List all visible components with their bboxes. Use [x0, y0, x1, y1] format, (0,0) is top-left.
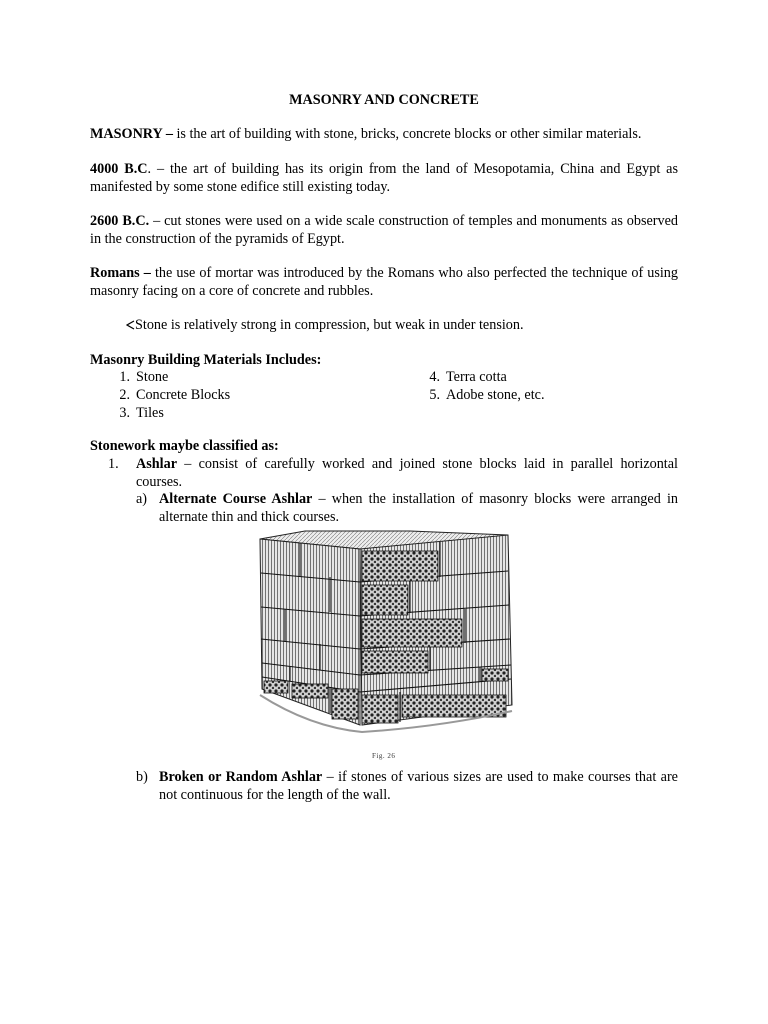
alternate-letter: a): [136, 491, 148, 507]
list-item: 5. Adobe stone, etc.: [429, 387, 545, 403]
list-item: 3. Tiles: [119, 405, 164, 421]
list-item: 1. Stone: [119, 369, 169, 385]
ashlar-term: Ashlar: [136, 456, 177, 472]
masonry-paragraph: [90, 125, 678, 143]
ashlar-item: [136, 455, 678, 491]
materials-list-left: [108, 368, 230, 422]
broken-letter: b): [136, 769, 148, 785]
alternate-course-text: – when the installation of masonry blocks were arranged in alternate thin and thick courses.: [159, 491, 678, 525]
materials-heading: Masonry Building Materials Includes:: [90, 352, 322, 368]
ashlar-number: 1.: [108, 456, 119, 472]
alternate-course-item: [159, 490, 678, 526]
romans-text: the use of mortar was introduced by the Romans who also perfected the technique of using masonry facing on a core of concrete and rubbles.: [90, 265, 678, 299]
ashlar-text: – consist of carefully worked and joined stone blocks laid in parallel horizontal courses.: [136, 456, 678, 490]
masonry-definition: is the art of building with stone, bricks, concrete blocks or other similar materials.: [172, 126, 642, 142]
list-item: 2. Concrete Blocks: [119, 387, 231, 403]
list-item: 4. Terra cotta: [429, 369, 507, 385]
alternate-course-term: Alternate Course Ashlar: [159, 491, 313, 507]
romans-term: Romans –: [90, 265, 151, 281]
bc2600-paragraph: [90, 212, 678, 248]
figure-caption: Fig. 26: [372, 752, 396, 760]
broken-ashlar-item: [159, 768, 678, 804]
bc2600-text: – cut stones were used on a wide scale construction of temples and monuments as observed in the construction of the pyramids of Egypt.: [90, 213, 679, 247]
arrow-bullet-icon: [126, 320, 135, 330]
broken-ashlar-text: – if stones of various sizes are used to make courses that are not continuous for the length of the wall.: [159, 769, 678, 803]
masonry-term: MASONRY –: [90, 126, 173, 142]
bc2600-term: 2600 B.C.: [90, 213, 150, 229]
stone-note-text: Stone is relatively strong in compression, but weak in under tension.: [135, 317, 524, 333]
ashlar-wall-illustration: [250, 527, 520, 767]
stone-note: [126, 316, 686, 334]
bc4000-text: . – the art of building has its origin from the land of Mesopotamia, China and Egypt as manifested by some stone edifice still existing today.: [90, 161, 678, 195]
romans-paragraph: [90, 264, 678, 300]
stonework-heading: Stonework maybe classified as:: [90, 438, 279, 454]
page-title: MASONRY AND CONCRETE: [289, 92, 479, 108]
bc4000-paragraph: [90, 160, 678, 196]
materials-list-right: [418, 368, 545, 404]
bc4000-term: 4000 B.C: [90, 161, 148, 177]
broken-ashlar-term: Broken or Random Ashlar: [159, 769, 323, 785]
